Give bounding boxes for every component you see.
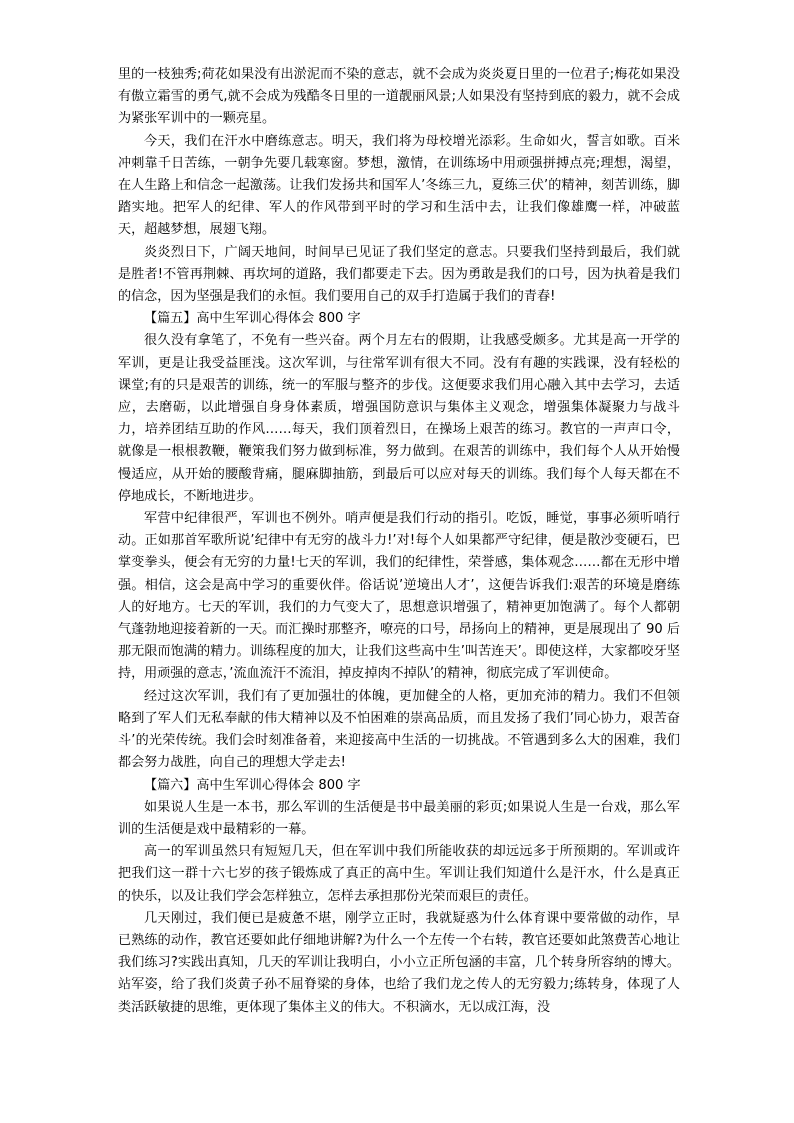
paragraph: 炎炎烈日下，广阔天地间，时间早已见证了我们坚定的意志。只要我们坚持到最后，我们就是胜者!不管再荆棘、再坎坷的道路，我们都要走下去。因为勇敢是我们的口号，因为执着是我们的信念，因为坚强是我们的永恒。我们要用自己的双手打造属于我们的青春! [118, 244, 680, 305]
document-page [118, 64, 680, 1019]
paragraph: 高一的军训虽然只有短短几天，但在军训中我们所能收获的却远远多于所预期的。军训或许把我们这一群十六七岁的孩子锻炼成了真正的高中生。军训让我们知道什么是汗水，什么是真正的快乐，以及让我们学会怎样独立，怎样去承担那份光荣而艰巨的责任。 [118, 844, 680, 904]
paragraph: 经过这次军训，我们有了更加强壮的体魄，更加健全的人格，更加充沛的精力。我们不但领略到了军人们无私奉献的伟大精神以及不怕困难的崇高品质，而且发扬了我们’同心协力，艰苦奋斗’的光荣传统。我们会时刻准备着，来迎接高中生活的一切挑战。不管遇到多么大的困难，我们都会努力战胜，向自己的理想大学走去! [118, 688, 680, 771]
section-heading: 【篇五】高中生军训心得体会 800 字 [144, 311, 361, 327]
paragraph: 今天，我们在汗水中磨练意志。明天，我们将为母校增光添彩。生命如火，誓言如歌。百米冲刺靠千日苦练，一朝争先要几载寒窗。梦想，激情，在训练场中用顽强拼搏点亮;理想，渴望，在人生路上和信念一起激荡。让我们发扬共和国军人’冬练三九，夏练三伏’的精神，刻苦训练，脚踏实地。把军人的纪律、军人的作风带到平时的学习和生活中去，让我们像雄鹰一样，冲破蓝天，超越梦想，展翅飞翔。 [118, 133, 680, 238]
paragraph: 如果说人生是一本书，那么军训的生活便是书中最美丽的彩页;如果说人生是一台戏，那么军训的生活便是戏中最精彩的一幕。 [118, 799, 680, 837]
paragraph: 很久没有拿笔了，不免有一些兴奋。两个月左右的假期，让我感受颇多。尤其是高一开学的军训，更是让我受益匪浅。这次军训，与往常军训有很大不同。没有有趣的实践课，没有轻松的课堂;有的只是艰苦的训练，统一的军服与整齐的步伐。这便要求我们用心融入其中去学习，去适应，去磨砺，以此增强自身身体素质，增强国防意识与集体主义观念，增强集体凝聚力与战斗力，培养团结互助的作风……每天，我们顶着烈日，在操场上艰苦的练习。教官的一声声口令，就像是一根根教鞭，鞭策我们努力做到标准，努力做到。在艰苦的训练中，我们每个人从开始慢慢适应，从开始的腰酸背痛，腿麻脚抽筋，到最后可以应对每天的训练。我们每个人每天都在不停地成长，不断地进步。 [118, 333, 680, 504]
paragraph: 里的一枝独秀;荷花如果没有出淤泥而不染的意志，就不会成为炎炎夏日里的一位君子;梅花如果没有傲立霜雪的勇气,就不会成为残酷冬日里的一道靓丽风景;人如果没有坚持到底的毅力，就不会成为紧张军训中的一颗亮星。 [118, 67, 680, 127]
section-heading: 【篇六】高中生军训心得体会 800 字 [144, 777, 361, 793]
paragraph: 几天刚过，我们便已是疲惫不堪，刚学立正时，我就疑惑为什么体育课中要常做的动作，早已熟练的动作，教官还要如此仔细地讲解?为什么一个左传一个右转，教官还要如此煞费苦心地让我们练习?实践出真知，几天的军训让我明白，小小立正所包涵的丰富，几个转身所容纳的博大。站军姿，给了我们炎黄子孙不屈脊梁的身体，也给了我们龙之传人的无穷毅力;练转身，体现了人类活跃敏捷的思维，更体现了集体主义的伟大。不积滴水，无以成江海，没 [118, 910, 680, 1015]
paragraph: 军营中纪律很严，军训也不例外。哨声便是我们行动的指引。吃饭，睡觉，事事必须听哨行动。正如那首军歌所说’纪律中有无穷的战斗力!’对!每个人如果都严守纪律，便是散沙变硬石，巴掌变拳头，便会有无穷的力量!七天的军训，我们的纪律性，荣誉感，集体观念……都在无形中增强。相信，这会是高中学习的重要伙伴。俗话说’逆境出人才’，这便告诉我们:艰苦的环境是磨练人的好地方。七天的军训，我们的力气变大了，思想意识增强了，精神更加饱满了。每个人都朝气蓬勃地迎接着新的一天。而汇操时那整齐，嘹亮的口号，昂扬向上的精神，更是展现出了 90 后那无限而饱满的精力。训练程度的加大，让我们这些高中生’叫苦连天’。即使这样，大家都咬牙坚持，用顽强的意志，’流血流汗不流泪，掉皮掉肉不掉队’的精神，彻底完成了军训使命。 [118, 511, 680, 682]
